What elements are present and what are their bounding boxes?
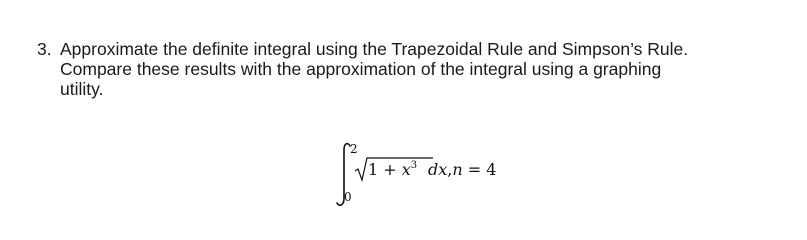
integral-formula: [333, 140, 553, 220]
problem-line-2: Compare these results with the approximation of the integral using a graphing: [60, 59, 662, 79]
n-value: = 4: [462, 160, 497, 179]
problem-number: 3.: [37, 39, 52, 59]
problem-text: [60, 39, 790, 99]
n-variable: n: [452, 160, 463, 179]
radicand: [368, 160, 417, 179]
problem-line-1: Approximate the definite integral using the Trapezoidal Rule and Simpson’s Rule.: [60, 39, 689, 59]
radicand-variable: x: [401, 160, 411, 179]
formula-tail: [428, 160, 496, 179]
radicand-exponent: 3: [410, 160, 418, 171]
radicand-base: 1 +: [368, 160, 402, 179]
integral-lower-limit: 0: [344, 190, 352, 204]
separator: ,: [447, 160, 453, 179]
differential: dx: [428, 160, 448, 179]
integral-upper-limit: 2: [350, 142, 358, 156]
problem-line-3: utility.: [60, 79, 104, 99]
